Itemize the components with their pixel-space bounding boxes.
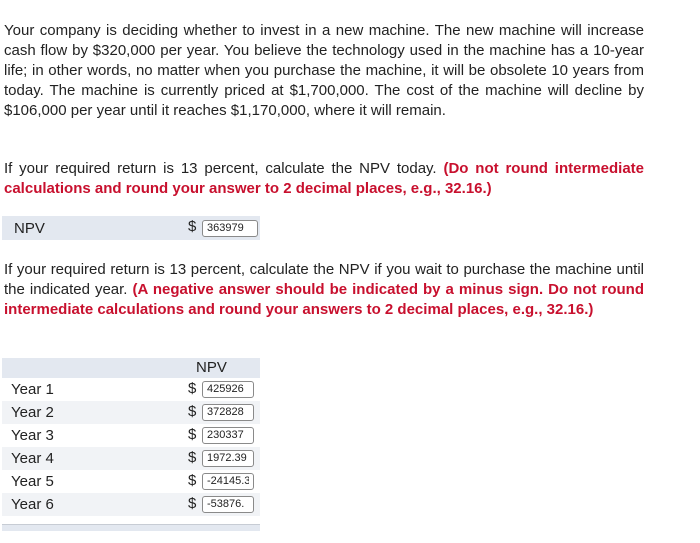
table-row [2,447,260,470]
problem-description: Your company is deciding whether to invest in a new machine. The new machine will increase cash flow by $320,000 per year. You believe the technology used in the machine has a 10-year life; in other words, no matter when you purchase the machine, it will be obsolete 10 years from today. The machine is currently priced at $1,700,000. The cost of the machine will decline by $106,000 per year until it reaches $1,170,000, where it will remain. [4,22,644,119]
question-1 [4,159,644,199]
npv-column-header: NPV [196,359,227,376]
question-2 [4,260,644,320]
year-label: Year 4 [11,450,54,467]
table-row [2,378,260,401]
question-1-instruction: (Do not round intermediate calculations and round your answer to 2 decimal places, e.g., 32.16.) [4,160,644,197]
table-footer-bar [2,524,260,531]
npv-today-input[interactable] [202,220,258,237]
currency-symbol: $ [188,403,197,420]
table-row [2,424,260,447]
year-label: Year 6 [11,496,54,513]
npv-year-3-input[interactable] [202,427,254,444]
npv-year-2-input[interactable] [202,404,254,421]
currency-symbol: $ [188,380,197,397]
npv-year-4-input[interactable] [202,450,254,467]
year-label: Year 5 [11,473,54,490]
table-row [2,493,260,516]
npv-today-row [2,216,260,240]
currency-symbol: $ [188,218,197,235]
npv-year-1-input[interactable] [202,381,254,398]
table-row [2,470,260,493]
year-label: Year 3 [11,427,54,444]
currency-symbol: $ [188,426,197,443]
year-label: Year 1 [11,381,54,398]
npv-today-label: NPV [14,220,45,237]
table-row [2,401,260,424]
question-1-prompt: If your required return is 13 percent, calculate the NPV today. [4,160,437,177]
npv-by-year-table [2,358,260,516]
question-2-prompt: If your required return is 13 percent, calculate the NPV if you wait to purchase the machine until the indicated year. [4,261,644,298]
npv-year-5-input[interactable] [202,473,254,490]
currency-symbol: $ [188,472,197,489]
npv-year-6-input[interactable] [202,496,254,513]
table-header [2,358,260,378]
year-label: Year 2 [11,404,54,421]
currency-symbol: $ [188,495,197,512]
question-2-instruction: (A negative answer should be indicated by a minus sign. Do not round intermediate calculations and round your answers to 2 decimal places, e.g., 32.16.) [4,281,644,318]
currency-symbol: $ [188,449,197,466]
